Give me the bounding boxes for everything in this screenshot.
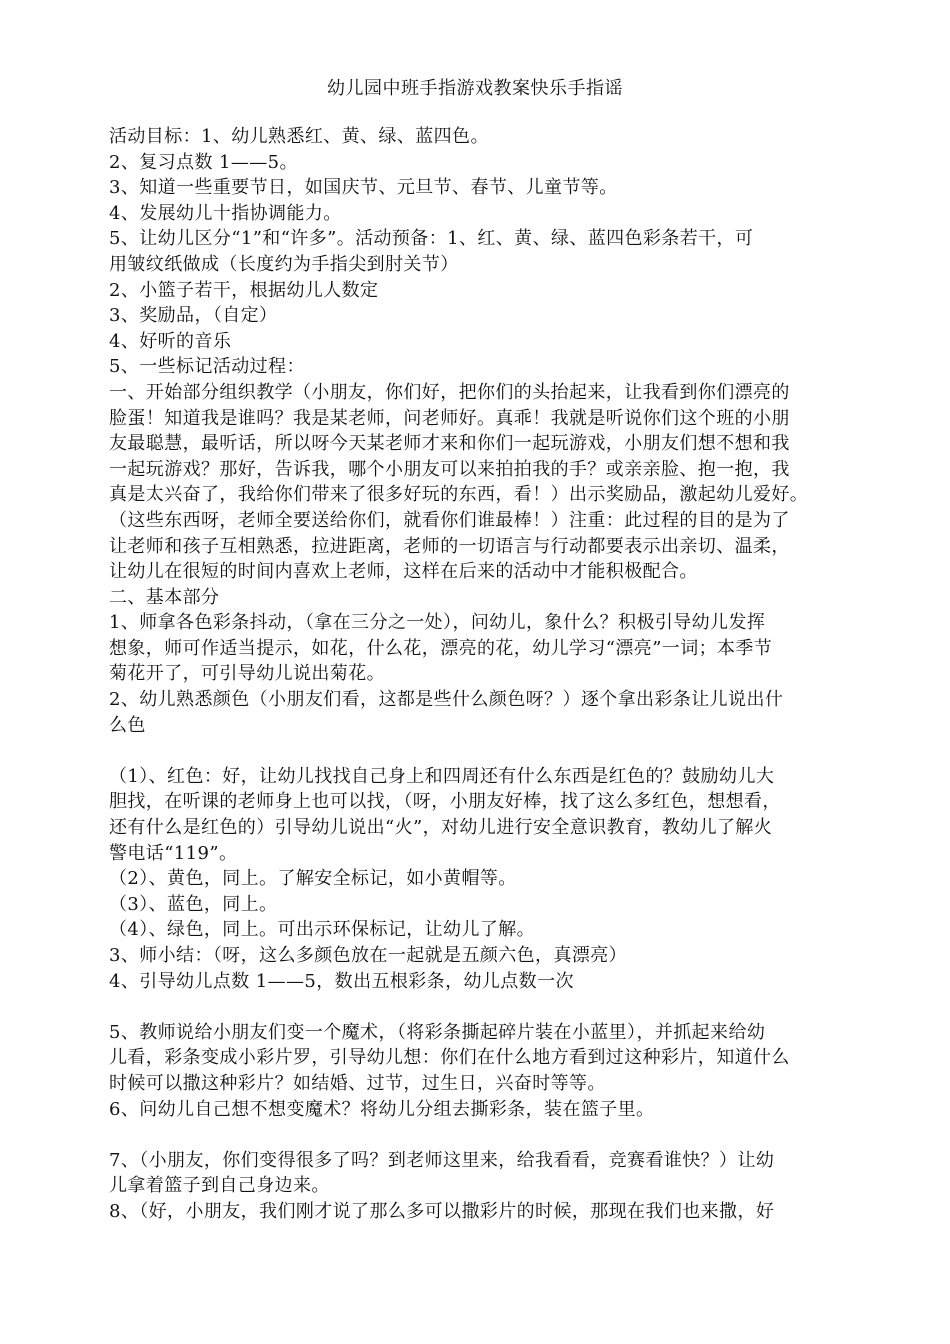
text-line: 一起玩游戏？那好，告诉我，哪个小朋友可以来拍拍我的手？或亲亲脸、抱一抱，我: [109, 458, 790, 480]
text-line: 2、小篮子若干，根据幼儿人数定: [109, 279, 379, 301]
blank-line: [109, 738, 849, 764]
text-line: 2、复习点数 1——5。: [109, 151, 298, 173]
document-body: [109, 124, 849, 1225]
text-line: （4）、绿色，同上。可出示环保标记，让幼儿了解。: [109, 919, 536, 941]
text-line: 7、（小朋友，你们变得很多了吗？到老师这里来，给我看看，竞赛看谁快？）让幼: [109, 1149, 775, 1171]
text-line: 8、（好，小朋友，我们刚才说了那么多可以撒彩片的时候，那现在我们也来撒，好: [109, 1200, 775, 1222]
text-line: 活动目标：1、幼儿熟悉红、黄、绿、蓝四色。: [109, 126, 489, 147]
text-line: 3、知道一些重要节日，如国庆节、元旦节、春节、儿童节等。: [109, 177, 618, 199]
text-line: （这些东西呀，老师全要送给你们，就看你们谁最棒！）注重：此过程的目的是为了: [109, 509, 790, 531]
text-line: 6、问幼儿自己想不想变魔术？将幼儿分组去撕彩条，装在篮子里。: [109, 1098, 655, 1120]
text-line: 胆找，在听课的老师身上也可以找，（呀，小朋友好棒，找了这么多红色，想想看，: [109, 791, 781, 813]
text-line: 菊花开了，可引导幼儿说出菊花。: [109, 663, 385, 685]
text-line: 儿拿着篮子到自己身边来。: [109, 1175, 330, 1197]
text-line: 时候可以撒这种彩片？如结婚、过节，过生日，兴奋时等等。: [109, 1072, 606, 1094]
document-title: 幼儿园中班手指游戏教案快乐手指谣: [327, 78, 623, 99]
text-line: 1、师拿各色彩条抖动，（拿在三分之一处），问幼儿，象什么？积极引导幼儿发挥: [109, 612, 766, 634]
text-line: （1）、红色：好，让幼儿找找自己身上和四周还有什么东西是红色的？鼓励幼儿大: [109, 765, 775, 787]
text-line: 真是太兴奋了，我给你们带来了很多好玩的东西，看！）出示奖励品，激起幼儿爱好。: [109, 484, 809, 506]
text-line: （3）、蓝色，同上。: [109, 893, 278, 915]
text-line: 想象，师可作适当提示，如花，什么花，漂亮的花，幼儿学习“漂亮”一词；本季节: [109, 637, 773, 659]
text-line: 4、好听的音乐: [109, 330, 232, 352]
text-line: 5、教师说给小朋友们变一个魔术，（将彩条撕起碎片装在小蓝里），并抓起来给幼: [109, 1021, 766, 1043]
text-line: 5、让幼儿区分“1”和“许多”。活动预备：1、红、黄、绿、蓝四色彩条若干，可: [109, 228, 754, 250]
text-line: 友最聪慧，最听话，所以呀今天某老师才来和你们一起玩游戏，小朋友们想不想和我: [109, 433, 790, 455]
text-line: 用皱纹纸做成（长度约为手指尖到肘关节）: [109, 253, 459, 275]
text-line: （2）、黄色，同上。了解安全标记，如小黄帽等。: [109, 868, 517, 890]
text-line: 脸蛋！知道我是谁吗？我是某老师，问老师好。真乖！我就是听说你们这个班的小朋: [109, 407, 790, 429]
text-line: 儿看，彩条变成小彩片罗，引导幼儿想：你们在什么地方看到过这种彩片，知道什么: [109, 1047, 790, 1069]
text-line: 一、开始部分组织教学（小朋友，你们好，把你们的头抬起来，让我看到你们漂亮的: [109, 381, 790, 403]
text-line: 二、基本部分: [109, 586, 220, 608]
text-line: 让幼儿在很短的时间内喜欢上老师，这样在后来的活动中才能积极配合。: [109, 561, 698, 583]
text-line: 3、奖励品，（自定）: [109, 305, 278, 327]
text-line: 4、引导幼儿点数 1——5，数出五根彩条，幼儿点数一次: [109, 970, 574, 992]
text-line: 4、发展幼儿十指协调能力。: [109, 202, 342, 224]
text-line: 让老师和孩子互相熟悉，拉进距离，老师的一切语言与行动都要表示出亲切、温柔，: [109, 535, 790, 557]
blank-line: [109, 994, 849, 1020]
text-line: 2、幼儿熟悉颜色（小朋友们看，这都是些什么颜色呀？）逐个拿出彩条让儿说出什: [109, 689, 784, 711]
text-line: 3、师小结：（呀，这么多颜色放在一起就是五颜六色，真漂亮）: [109, 945, 628, 966]
text-line: 还有什么是红色的）引导幼儿说出“火”，对幼儿进行安全意识教育，教幼儿了解火: [109, 817, 773, 839]
text-line: 么色: [109, 714, 146, 736]
text-line: 5、一些标记活动过程：: [109, 356, 305, 378]
text-line: 警电话“119”。: [109, 842, 238, 864]
blank-line: [109, 1122, 849, 1148]
